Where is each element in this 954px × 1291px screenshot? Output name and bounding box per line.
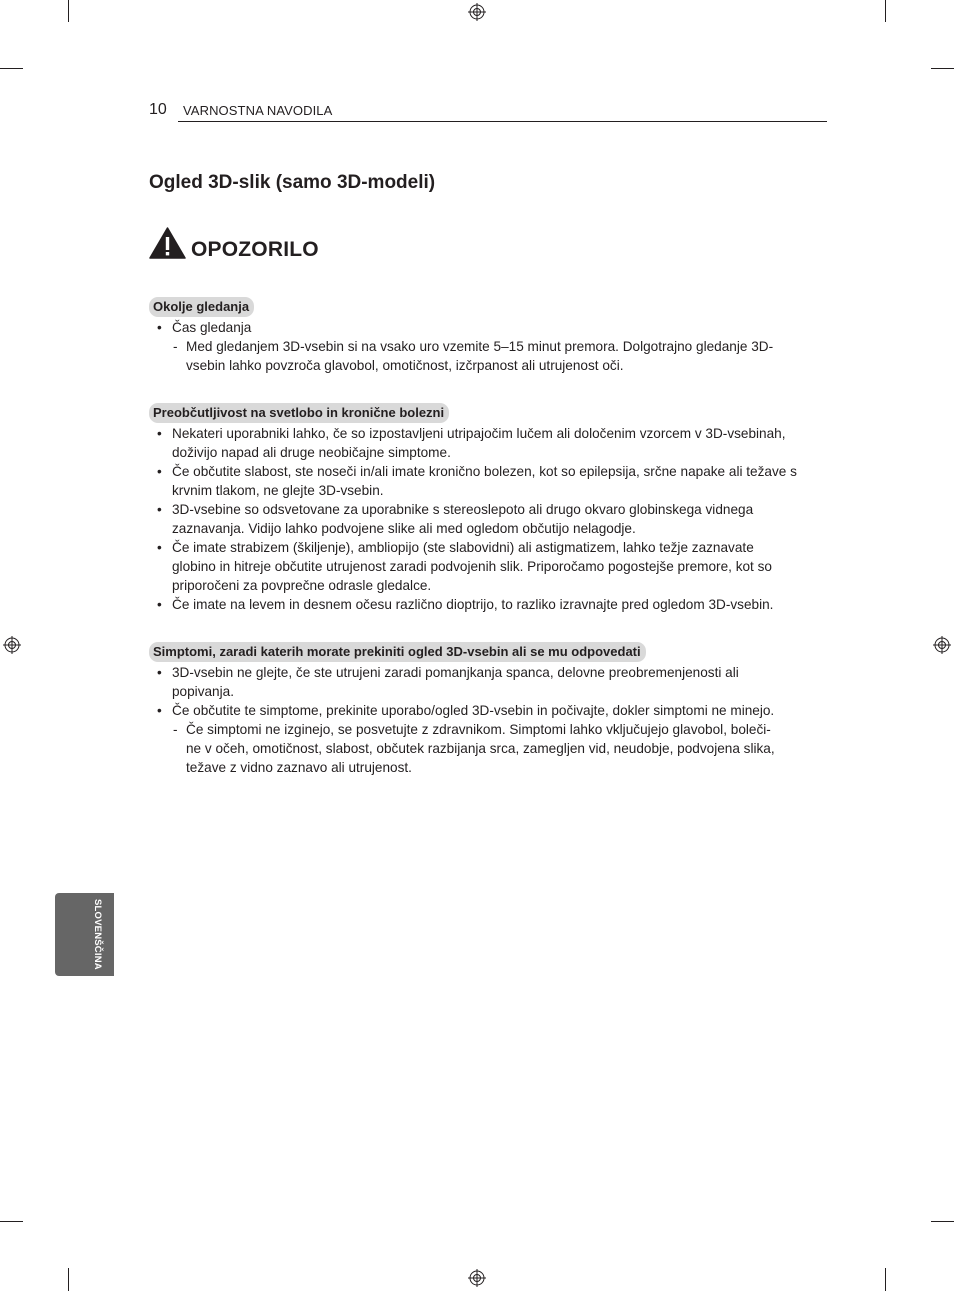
list-item-line: priporočeni za povprečne odrasle gledalce. bbox=[172, 578, 432, 593]
list-item-line: popivanja. bbox=[172, 684, 234, 699]
list-item-line: globino in hitreje občutite utrujenost zaradi podvojenih slik. Priporočamo pogostejše premore, kot so bbox=[172, 559, 772, 574]
registration-mark-icon bbox=[3, 636, 21, 654]
sub-item-line: Če simptomi ne izginejo, se posvetujte z zdravnikom. Simptomi lahko vključujejo glavobol, boleči- bbox=[186, 722, 771, 737]
registration-mark-icon bbox=[468, 3, 486, 21]
list-item-line: doživijo napad ali druge neobičajne simptome. bbox=[172, 445, 451, 460]
bullet-mark: • bbox=[157, 426, 162, 441]
crop-mark bbox=[885, 1268, 886, 1291]
crop-mark bbox=[68, 0, 69, 22]
warning-triangle-icon bbox=[149, 227, 186, 259]
list-item-line: 3D-vsebin ne glejte, če ste utrujeni zaradi pomanjkanja spanca, delovne preobremenjenosti ali bbox=[172, 665, 739, 680]
bullet-mark: • bbox=[157, 502, 162, 517]
bullet-mark: • bbox=[157, 320, 162, 335]
crop-mark bbox=[931, 68, 954, 69]
sub-item-line: vsebin lahko povzroča glavobol, omotičnost, izčrpanost ali utrujenost oči. bbox=[186, 358, 624, 373]
sub-item-line: ne v očeh, omotičnost, slabost, občutek razbijanja srca, zamegljen vid, neudobje, podvojena slika, bbox=[186, 741, 775, 756]
list-item-line: Če imate strabizem (škiljenje), ambliopijo (ste slabovidni) ali astigmatizem, lahko težje zaznavate bbox=[172, 540, 754, 555]
list-item: Čas gledanja bbox=[172, 320, 252, 335]
bullet-mark: • bbox=[157, 665, 162, 680]
bullet-mark: • bbox=[157, 464, 162, 479]
sub-item-line: Med gledanjem 3D-vsebin si na vsako uro vzemite 5–15 minut premora. Dolgotrajno gledanje 3D- bbox=[186, 339, 774, 354]
crop-mark bbox=[885, 0, 886, 22]
dash-mark: - bbox=[173, 339, 178, 354]
list-item-line: 3D-vsebine so odsvetovane za uporabnike s stereoslepoto ali drugo okvaro globinskega vidnega bbox=[172, 502, 754, 517]
warning-title: OPOZORILO bbox=[191, 238, 319, 261]
list-item-line: Če občutite slabost, ste noseči in/ali imate kronično bolezen, kot so epilepsija, srčne napake ali težave s bbox=[172, 464, 797, 479]
crop-mark bbox=[931, 1221, 954, 1222]
running-header: VARNOSTNA NAVODILA bbox=[183, 103, 333, 118]
registration-mark-icon bbox=[468, 1269, 486, 1287]
crop-mark bbox=[0, 68, 23, 69]
crop-mark bbox=[68, 1268, 69, 1291]
list-item-line: Če občutite te simptome, prekinite uporabo/ogled 3D-vsebin in počivajte, dokler simptomi ne minejo. bbox=[172, 703, 775, 718]
list-item-line: Če imate na levem in desnem očesu različno dioptrijo, to razliko izravnajte pred ogledom 3D-vsebin. bbox=[172, 597, 774, 612]
section-heading: Preobčutljivost na svetlobo in kronične bolezni bbox=[149, 403, 449, 423]
section-heading: Simptomi, zaradi katerih morate prekiniti ogled 3D-vsebin ali se mu odpovedati bbox=[149, 642, 646, 662]
language-tab-label: SLOVENŠČINA bbox=[92, 899, 103, 970]
dash-mark: - bbox=[173, 722, 178, 737]
bullet-mark: • bbox=[157, 540, 162, 555]
list-item-line: krvnim tlakom, ne glejte 3D-vsebin. bbox=[172, 483, 384, 498]
page-number: 10 bbox=[149, 101, 167, 118]
bullet-mark: • bbox=[157, 703, 162, 718]
sub-item-line: težave z vidno zaznavo ali utrujenost. bbox=[186, 760, 412, 775]
crop-mark bbox=[0, 1221, 23, 1222]
list-item-line: Nekateri uporabniki lahko, če so izpostavljeni utripajočim lučem ali določenim vzorcem v 3D-vsebinah, bbox=[172, 426, 786, 441]
header-rule bbox=[178, 121, 827, 122]
list-item-line: zaznavanja. Vidijo lahko podvojene slike ali med ogledom občutijo nelagodje. bbox=[172, 521, 636, 536]
section-heading: Okolje gledanja bbox=[149, 297, 254, 317]
page-title: Ogled 3D-slik (samo 3D-modeli) bbox=[149, 172, 436, 193]
bullet-mark: • bbox=[157, 597, 162, 612]
language-tab bbox=[55, 893, 114, 976]
registration-mark-icon bbox=[933, 636, 951, 654]
